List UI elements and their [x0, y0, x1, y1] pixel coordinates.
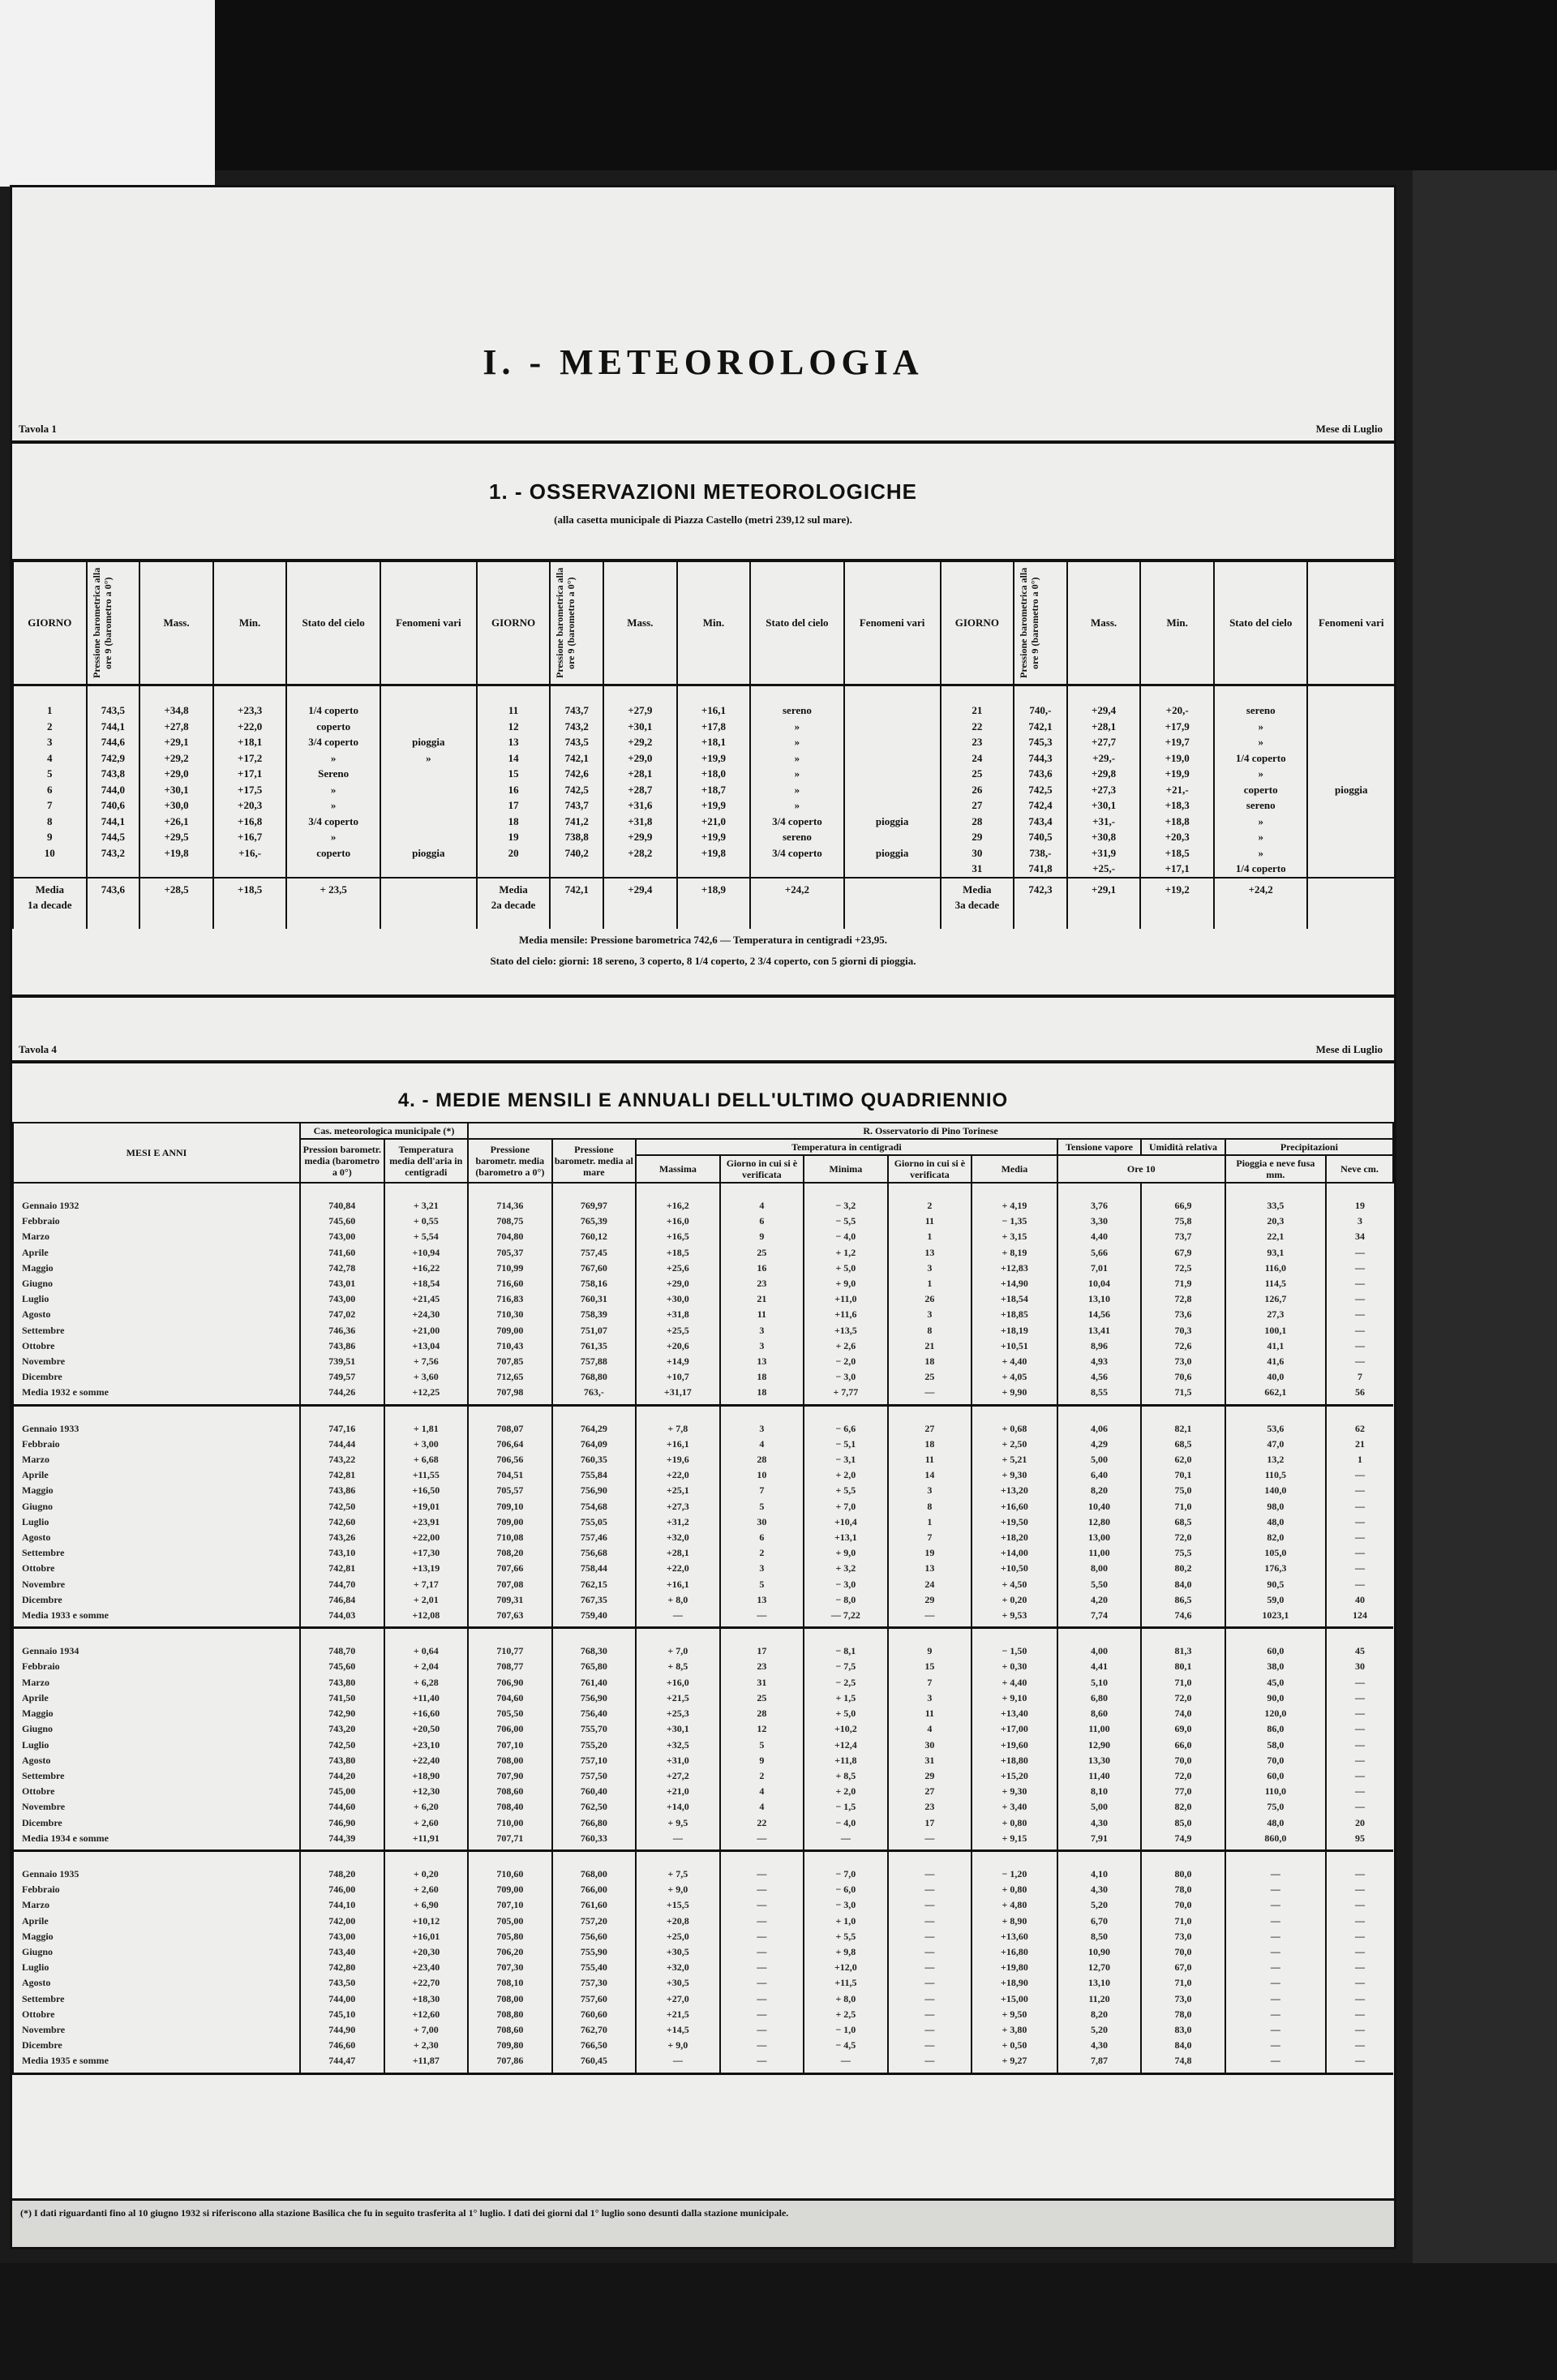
decade-3-pressione: 740,- 742,1 745,3 744,3 743,6 742,5 742,4 743,4 740,5 738,- 741,8	[1014, 685, 1067, 878]
minima: − 6,6 − 5,1 − 3,1 + 2,0 + 5,5 + 7,0 +10,4 +13,1 + 9,0 + 3,2 − 3,0 − 8,0 — 7,22	[804, 1405, 888, 1628]
decade-1-stato: 1/4 coperto coperto 3/4 coperto » Sereno » » 3/4 coperto » coperto	[286, 685, 380, 878]
rule	[12, 440, 1394, 444]
pressione-casetta: 740,84 745,60 743,00 741,60 742,78 743,01 743,00 747,02 746,36 743,86 739,51 749,57 744,26	[300, 1183, 384, 1405]
temperatura-casetta: + 3,21 + 0,55 + 5,54 +10,94 +16,22 +18,54 +21,45 +24,30 +21,00 +13,04 + 7,56 + 3,60 +12,25	[384, 1183, 469, 1405]
decade-2-media-mass: +29,4	[603, 878, 677, 929]
col-min: Min.	[213, 562, 287, 685]
decade-2-media-label: Media 2a decade	[477, 878, 551, 929]
col-pressione-mare: Pressione barometr. media al mare	[552, 1139, 637, 1183]
empty-cell	[844, 878, 941, 929]
tavola-4-label: Tavola 4	[19, 1043, 57, 1055]
decade-1-media-label: Media 1a decade	[13, 878, 87, 929]
giorno-minima: 2 11 1 13 3 1 26 3 8 21 18 25 —	[888, 1183, 972, 1405]
decade-2-fenomeni: pioggia pioggia	[844, 685, 941, 878]
pressione-mare: 769,97 765,39 760,12 757,45 767,60 758,16 760,31 758,39 751,07 761,35 757,88 768,80 763,-	[552, 1183, 637, 1405]
pressione-casetta: 748,20 746,00 744,10 742,00 743,00 743,40 742,80 743,50 744,00 745,10 744,90 746,60 744,47	[300, 1850, 384, 2073]
decade-2-media-pressione: 742,1	[550, 878, 603, 929]
main-title: I. - METEOROLOGIA	[483, 342, 924, 382]
decade-1-min: +23,3 +22,0 +18,1 +17,2 +17,1 +17,5 +20,3 +16,8 +16,7 +16,-	[213, 685, 287, 878]
col-neve: Neve cm.	[1326, 1155, 1393, 1183]
col-stato: Stato del cielo	[1214, 562, 1307, 685]
summary-line-1: Media mensile: Pressione barometrica 742,6 — Temperatura in centigradi +23,95.	[519, 934, 887, 946]
col-fenomeni: Fenomeni vari	[844, 562, 941, 685]
col-stato: Stato del cielo	[750, 562, 843, 685]
tavola-1-label: Tavola 1	[19, 423, 57, 435]
col-min: Min.	[677, 562, 751, 685]
col-tensione: Tensione vapore	[1057, 1139, 1142, 1155]
col-mass: Mass.	[603, 562, 677, 685]
decade-3-media-all: +24,2	[1214, 878, 1307, 929]
background-bottom	[0, 2263, 1557, 2380]
decade-2-mass: +27,9 +30,1 +29,2 +29,0 +28,1 +28,7 +31,6 +31,8 +29,9 +28,2	[603, 685, 677, 878]
pioggia: 33,5 20,3 22,1 93,1 116,0 114,5 126,7 27,3 100,1 41,1 41,6 40,0 662,1	[1225, 1183, 1326, 1405]
tensione: 4,06 4,29 5,00 6,40 8,20 10,40 12,80 13,00 11,00 8,00 5,50 4,20 7,74	[1057, 1405, 1142, 1628]
decade-1-media-pressione: 743,6	[87, 878, 140, 929]
pressione-media: 710,77 708,77 706,90 704,60 705,50 706,00 707,10 708,00 707,90 708,60 708,40 710,00 707,71	[468, 1628, 552, 1851]
background-strip	[1413, 170, 1557, 2380]
col-precipitazioni: Precipitazioni	[1225, 1139, 1393, 1155]
decade-3-fenomeni: pioggia	[1307, 685, 1394, 878]
col-giorno: GIORNO	[13, 562, 87, 685]
decade-1-media-all: + 23,5	[286, 878, 380, 929]
giorno-massima: 17 23 31 25 28 12 5 9 2 4 4 22 —	[720, 1628, 804, 1851]
giorno-minima: — — — — — — — — — — — — —	[888, 1850, 972, 2073]
mese-4-label: Mese di Luglio	[1315, 1043, 1383, 1055]
tensione: 3,76 3,30 4,40 5,66 7,01 10,04 13,10 14,56 13,41 8,96 4,93 4,56 8,55	[1057, 1183, 1142, 1405]
minima: − 3,2 − 5,5 − 4,0 + 1,2 + 5,0 + 9,0 +11,0 +11,6 +13,5 + 2,6 − 2,0 − 3,0 + 7,77	[804, 1183, 888, 1405]
media: + 4,19 − 1,35 + 3,15 + 8,19 +12,83 +14,90 +18,54 +18,85 +18,19 +10,51 + 4,40 + 4,05 + 9,90	[972, 1183, 1057, 1405]
pioggia: 60,0 38,0 45,0 90,0 120,0 86,0 58,0 70,0 60,0 110,0 75,0 48,0 860,0	[1225, 1628, 1326, 1851]
pressione-mare: 768,30 765,80 761,40 756,90 756,40 755,70 755,20 757,10 757,50 760,40 762,50 766,80 760,33	[552, 1628, 637, 1851]
decade-3-mass: +29,4 +28,1 +27,7 +29,- +29,8 +27,3 +30,1 +31,- +30,8 +31,9 +25,-	[1067, 685, 1141, 878]
giorno-massima: 4 6 9 25 16 23 21 11 3 3 13 18 18	[720, 1183, 804, 1405]
pioggia: 53,6 47,0 13,2 110,5 140,0 98,0 48,0 82,0 105,0 176,3 90,5 59,0 1023,1	[1225, 1405, 1326, 1628]
minima: − 8,1 − 7,5 − 2,5 + 1,5 + 5,0 +10,2 +12,4 +11,8 + 8,5 + 2,0 − 1,5 − 4,0 —	[804, 1628, 888, 1851]
col-mass: Mass.	[1067, 562, 1141, 685]
neve: 62 21 1 — — — — — — — — 40 124	[1326, 1405, 1393, 1628]
col-mass: Mass.	[139, 562, 213, 685]
minima: − 7,0 − 6,0 − 3,0 + 1,0 + 5,5 + 9,8 +12,0 +11,5 + 8,0 + 2,5 − 1,0 − 4,5 —	[804, 1850, 888, 2073]
year-1934-block	[13, 1628, 1393, 1851]
daily-observations-table	[12, 562, 1394, 929]
col-giorno-minima: Giorno in cui si è verificata	[888, 1155, 972, 1183]
month-names: Gennaio 1933 Febbraio Marzo Aprile Maggio Giugno Luglio Agosto Settembre Ottobre Novembre Dicembre Media 1933 e somme	[13, 1405, 300, 1628]
pressione-casetta: 747,16 744,44 743,22 742,81 743,86 742,50 742,60 743,26 743,10 742,81 744,70 746,84 744,03	[300, 1405, 384, 1628]
decade-2-media-min: +18,9	[677, 878, 751, 929]
giorno-minima: 9 15 7 3 11 4 30 31 29 27 23 17 —	[888, 1628, 972, 1851]
col-media: Media	[972, 1155, 1057, 1183]
decade-1-pressione: 743,5 744,1 744,6 742,9 743,8 744,0 740,6 744,1 744,5 743,2	[87, 685, 140, 878]
decade-1-media-mass: +28,5	[139, 878, 213, 929]
month-names: Gennaio 1934 Febbraio Marzo Aprile Maggio Giugno Luglio Agosto Settembre Ottobre Novembre Dicembre Media 1934 e somme	[13, 1628, 300, 1851]
massima: + 7,5 + 9,0 +15,5 +20,8 +25,0 +30,5 +32,0 +30,5 +27,0 +21,5 +14,5 + 9,0 —	[636, 1850, 720, 2073]
col-temperatura-casetta: Temperatura media dell'aria in centigradi	[384, 1139, 469, 1183]
decade-3-stato: sereno » » 1/4 coperto » coperto sereno » » » 1/4 coperto	[1214, 685, 1307, 878]
summary-line-2: Stato del cielo: giorni: 18 sereno, 3 coperto, 8 1/4 coperto, 2 3/4 coperto, con 5 giorni di pioggia.	[490, 955, 916, 967]
temperatura-casetta: + 1,81 + 3,00 + 6,68 +11,55 +16,50 +19,01 +23,91 +22,00 +17,30 +13,19 + 7,17 + 2,01 +12,08	[384, 1405, 469, 1628]
col-pressione-media: Pressione barometr. media (barometro a 0°)	[468, 1139, 552, 1183]
media: − 1,20 + 0,80 + 4,80 + 8,90 +13,60 +16,80 +19,80 +18,90 +15,00 + 9,50 + 3,80 + 0,50 + 9,27	[972, 1850, 1057, 2073]
col-minima: Minima	[804, 1155, 888, 1183]
col-pressione-label: Pressione barometrica alla ore 9 (barometro a 0°)	[554, 567, 577, 679]
background-band	[215, 0, 1557, 170]
col-stato: Stato del cielo	[286, 562, 380, 685]
tensione: 4,00 4,41 5,10 6,80 8,60 11,00 12,90 13,30 11,40 8,10 5,00 4,30 7,91	[1057, 1628, 1142, 1851]
decade-3-media-label: Media 3a decade	[941, 878, 1014, 929]
section-1-title: 1. - OSSERVAZIONI METEOROLOGICHE	[489, 479, 917, 504]
tensione: 4,10 4,30 5,20 6,70 8,50 10,90 12,70 13,10 11,20 8,20 5,20 4,30 7,87	[1057, 1850, 1142, 2073]
col-pioggia: Pioggia e neve fusa mm.	[1225, 1155, 1326, 1183]
col-umidita: Umidità relativa	[1141, 1139, 1225, 1155]
col-pressione-casetta: Pression barometr. media (barometro a 0°)	[300, 1139, 384, 1183]
giorno-massima: — — — — — — — — — — — — —	[720, 1850, 804, 2073]
document-page	[10, 185, 1396, 2249]
empty-cell	[380, 878, 477, 929]
decade-2-days: 11 12 13 14 15 16 17 18 19 20	[477, 685, 551, 878]
month-names: Gennaio 1935 Febbraio Marzo Aprile Maggio Giugno Luglio Agosto Settembre Ottobre Novembre Dicembre Media 1935 e somme	[13, 1850, 300, 2073]
col-pressione	[550, 562, 603, 685]
decade-3-min: +20,- +17,9 +19,7 +19,0 +19,9 +21,- +18,3 +18,8 +20,3 +18,5 +17,1	[1140, 685, 1214, 878]
massima: + 7,8 +16,1 +19,6 +22,0 +25,1 +27,3 +31,2 +32,0 +28,1 +22,0 +16,1 + 8,0 —	[636, 1405, 720, 1628]
umidita: 80,0 78,0 70,0 71,0 73,0 70,0 67,0 71,0 73,0 78,0 83,0 84,0 74,8	[1141, 1850, 1225, 2073]
decade-2-stato: sereno » » » » » » 3/4 coperto sereno 3/4 coperto	[750, 685, 843, 878]
giorno-massima: 3 4 28 10 7 5 30 6 2 3 5 13 —	[720, 1405, 804, 1628]
year-1933-block	[13, 1405, 1393, 1628]
footnote: (*) I dati riguardanti fino al 10 giugno 1932 si riferiscono alla stazione Basilica che fu in seguito trasferita al 1° luglio. I dati dei giorni dal 1° luglio sono desunti dalla stazione municipale.	[12, 2198, 1394, 2247]
decade-2-pressione: 743,7 743,2 743,5 742,1 742,6 742,5 743,7 741,2 738,8 740,2	[550, 685, 603, 878]
giorno-minima: 27 18 11 14 3 8 1 7 19 13 24 29 —	[888, 1405, 972, 1628]
col-pressione-label: Pressione barometrica alla ore 9 (barometro a 0°)	[1018, 567, 1041, 679]
background-corner	[0, 0, 215, 187]
decade-2-media-all: +24,2	[750, 878, 843, 929]
col-giorno-massima: Giorno in cui si è verificata	[720, 1155, 804, 1183]
month-names: Gennaio 1932 Febbraio Marzo Aprile Maggio Giugno Luglio Agosto Settembre Ottobre Novembre Dicembre Media 1932 e somme	[13, 1183, 300, 1405]
col-mesi: MESI E ANNI	[13, 1123, 300, 1183]
col-pressione-label: Pressione barometrica alla ore 9 (barometro a 0°)	[90, 567, 114, 679]
pressione-media: 708,07 706,64 706,56 704,51 705,57 709,10 709,00 710,08 708,20 707,66 707,08 709,31 707,63	[468, 1405, 552, 1628]
col-fenomeni: Fenomeni vari	[380, 562, 477, 685]
decade-1-media-min: +18,5	[213, 878, 287, 929]
col-pressione	[1014, 562, 1067, 685]
monthly-means-table	[12, 1122, 1394, 2075]
year-1935-block	[13, 1850, 1393, 2073]
neve: 19 3 34 — — — — — — — — 7 56	[1326, 1183, 1393, 1405]
col-pressione	[87, 562, 140, 685]
decade-3-media-min: +19,2	[1140, 878, 1214, 929]
pressione-mare: 768,00 766,00 761,60 757,20 756,60 755,90 755,40 757,30 757,60 760,60 762,70 766,50 760,45	[552, 1850, 637, 2073]
decade-2-min: +16,1 +17,8 +18,1 +19,9 +18,0 +18,7 +19,9 +21,0 +19,9 +19,8	[677, 685, 751, 878]
pressione-media: 714,36 708,75 704,80 705,37 710,99 716,60 716,83 710,30 709,00 710,43 707,85 712,65 707,98	[468, 1183, 552, 1405]
temperatura-casetta: + 0,20 + 2,60 + 6,90 +10,12 +16,01 +20,30 +23,40 +22,70 +18,30 +12,60 + 7,00 + 2,30 +11,87	[384, 1850, 469, 2073]
decade-3-days: 21 22 23 24 25 26 27 28 29 30 31	[941, 685, 1014, 878]
massima: + 7,0 + 8,5 +16,0 +21,5 +25,3 +30,1 +32,5 +31,0 +27,2 +21,0 +14,0 + 9,5 —	[636, 1628, 720, 1851]
empty-cell	[1307, 878, 1394, 929]
section-1-subtitle: (alla casetta municipale di Piazza Castello (metri 239,12 sul mare).	[554, 513, 852, 526]
col-fenomeni: Fenomeni vari	[1307, 562, 1394, 685]
col-massima: Massima	[636, 1155, 720, 1183]
col-giorno: GIORNO	[477, 562, 551, 685]
decade-3-media-mass: +29,1	[1067, 878, 1141, 929]
media: + 0,68 + 2,50 + 5,21 + 9,30 +13,20 +16,60 +19,50 +18,20 +14,00 +10,50 + 4,50 + 0,20 + 9,53	[972, 1405, 1057, 1628]
col-casetta: Cas. meteorologica municipale (*)	[300, 1123, 468, 1139]
decade-1-mass: +34,8 +27,8 +29,1 +29,2 +29,0 +30,1 +30,0 +26,1 +29,5 +19,8	[139, 685, 213, 878]
pressione-mare: 764,29 764,09 760,35 755,84 756,90 754,68 755,05 757,46 756,68 758,44 762,15 767,35 759,40	[552, 1405, 637, 1628]
rule	[12, 995, 1394, 998]
mese-1-label: Mese di Luglio	[1315, 423, 1383, 435]
section-4-title: 4. - MEDIE MENSILI E ANNUALI DELL'ULTIMO QUADRIENNIO	[397, 1089, 1009, 1111]
decade-3-media-pressione: 742,3	[1014, 878, 1067, 929]
umidita: 66,9 75,8 73,7 67,9 72,5 71,9 72,8 73,6 70,3 72,6 73,0 70,6 71,5	[1141, 1183, 1225, 1405]
temperatura-casetta: + 0,64 + 2,04 + 6,28 +11,40 +16,60 +20,50 +23,10 +22,40 +18,90 +12,30 + 6,20 + 2,60 +11,91	[384, 1628, 469, 1851]
neve: 45 30 — — — — — — — — — 20 95	[1326, 1628, 1393, 1851]
pressione-media: 710,60 709,00 707,10 705,00 705,80 706,20 707,30 708,10 708,00 708,80 708,60 709,80 707,86	[468, 1850, 552, 2073]
rule	[12, 1060, 1394, 1063]
decade-1-days: 1 2 3 4 5 6 7 8 9 10	[13, 685, 87, 878]
media: − 1,50 + 0,30 + 4,40 + 9,10 +13,40 +17,00 +19,60 +18,80 +15,20 + 9,30 + 3,40 + 0,80 + 9,15	[972, 1628, 1057, 1851]
pioggia: — — — — — — — — — — — — —	[1225, 1850, 1326, 2073]
col-giorno: GIORNO	[941, 562, 1014, 685]
umidita: 81,3 80,1 71,0 72,0 74,0 69,0 66,0 70,0 72,0 77,0 82,0 85,0 74,9	[1141, 1628, 1225, 1851]
col-min: Min.	[1140, 562, 1214, 685]
year-1932-block	[13, 1183, 1393, 1405]
col-temperatura: Temperatura in centigradi	[636, 1139, 1057, 1155]
pressione-casetta: 748,70 745,60 743,80 741,50 742,90 743,20 742,50 743,80 744,20 745,00 744,60 746,90 744,39	[300, 1628, 384, 1851]
col-osservatorio: R. Osservatorio di Pino Torinese	[468, 1123, 1393, 1139]
decade-1-fenomeni: pioggia » pioggia	[380, 685, 477, 878]
neve: — — — — — — — — — — — — —	[1326, 1850, 1393, 2073]
umidita: 82,1 68,5 62,0 70,1 75,0 71,0 68,5 72,0 75,5 80,2 84,0 86,5 74,6	[1141, 1405, 1225, 1628]
massima: +16,2 +16,0 +16,5 +18,5 +25,6 +29,0 +30,0 +31,8 +25,5 +20,6 +14,9 +10,7 +31,17	[636, 1183, 720, 1405]
col-ore-10: Ore 10	[1057, 1155, 1225, 1183]
